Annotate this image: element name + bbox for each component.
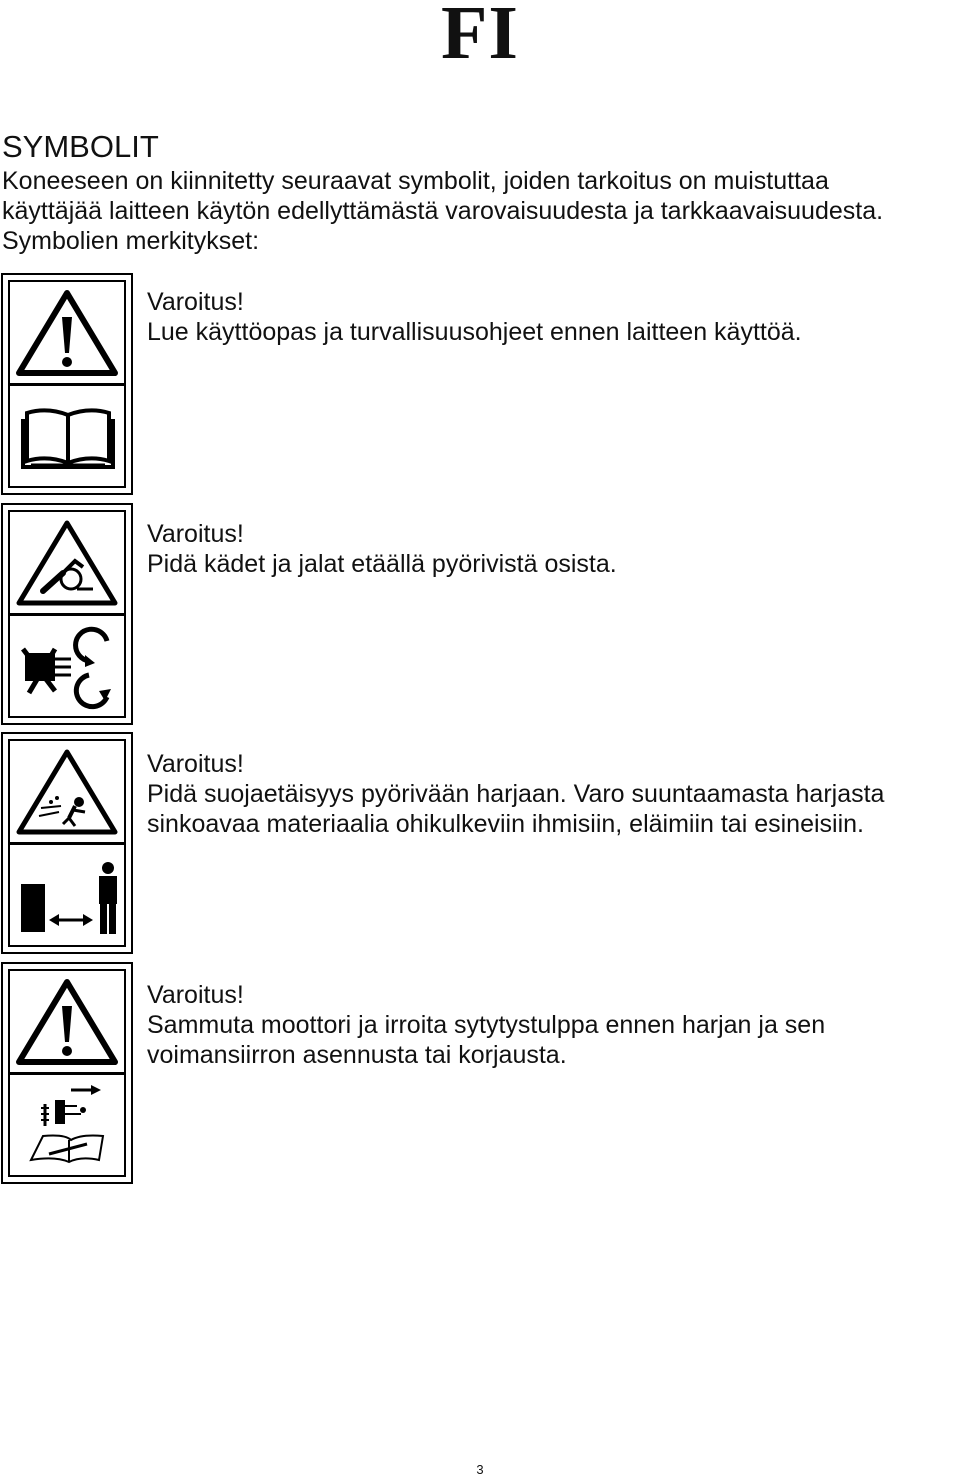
symbol-text-disconnect-spark-plug bbox=[147, 980, 947, 1070]
warning-line: Lue käyttöopas ja turvallisuusohjeet ennen laitteen käyttöä. bbox=[147, 318, 802, 346]
warning-line: sinkoavaa materiaalia ohikulkeviin ihmisiin, eläimiin tai esineisiin. bbox=[147, 810, 864, 838]
thrown-objects-warning-icon bbox=[13, 746, 121, 838]
intro-paragraph bbox=[2, 166, 952, 256]
warning-line: Sammuta moottori ja irroita sytytystulppa ennen harjan ja sen bbox=[147, 1011, 826, 1039]
page-number: 3 bbox=[476, 1462, 484, 1477]
warning-heading: Varoitus! bbox=[147, 750, 244, 778]
symbol-text-rotating-parts bbox=[147, 519, 947, 579]
symbol-text-safe-distance bbox=[147, 749, 947, 839]
warning-heading: Varoitus! bbox=[147, 520, 244, 548]
warning-heading: Varoitus! bbox=[147, 981, 244, 1009]
symbol-text-read-manual bbox=[147, 287, 947, 347]
language-code: FI bbox=[441, 0, 519, 75]
intro-line: Koneeseen on kiinnitetty seuraavat symbolit, joiden tarkoitus on muistuttaa bbox=[2, 167, 829, 195]
symbol-box-disconnect-spark-plug bbox=[1, 962, 133, 1184]
intro-line: käyttäjää laitteen käytön edellyttämästä varovaisuudesta ja tarkkaavaisuudesta. bbox=[2, 197, 884, 225]
symbol-box-rotating-parts bbox=[1, 503, 133, 725]
warning-triangle-icon bbox=[13, 976, 121, 1068]
open-manual-icon bbox=[17, 405, 119, 477]
safe-distance-icon bbox=[15, 852, 121, 942]
section-title: SYMBOLIT bbox=[2, 129, 159, 164]
symbol-box-safe-distance bbox=[1, 732, 133, 954]
warning-line: Pidä kädet ja jalat etäällä pyörivistä osista. bbox=[147, 550, 617, 578]
warning-triangle-icon bbox=[13, 287, 121, 379]
disconnect-spark-plug-manual-icon bbox=[15, 1080, 121, 1176]
intro-line: Symbolien merkitykset: bbox=[2, 227, 260, 255]
warning-heading: Varoitus! bbox=[147, 288, 244, 316]
warning-line: voimansiirron asennusta tai korjausta. bbox=[147, 1041, 567, 1069]
hand-entanglement-warning-icon bbox=[13, 517, 121, 609]
rotating-parts-icon bbox=[15, 623, 121, 715]
symbol-box-read-manual bbox=[1, 273, 133, 495]
warning-line: Pidä suojaetäisyys pyörivään harjaan. Varo suuntaamasta harjasta bbox=[147, 780, 885, 808]
